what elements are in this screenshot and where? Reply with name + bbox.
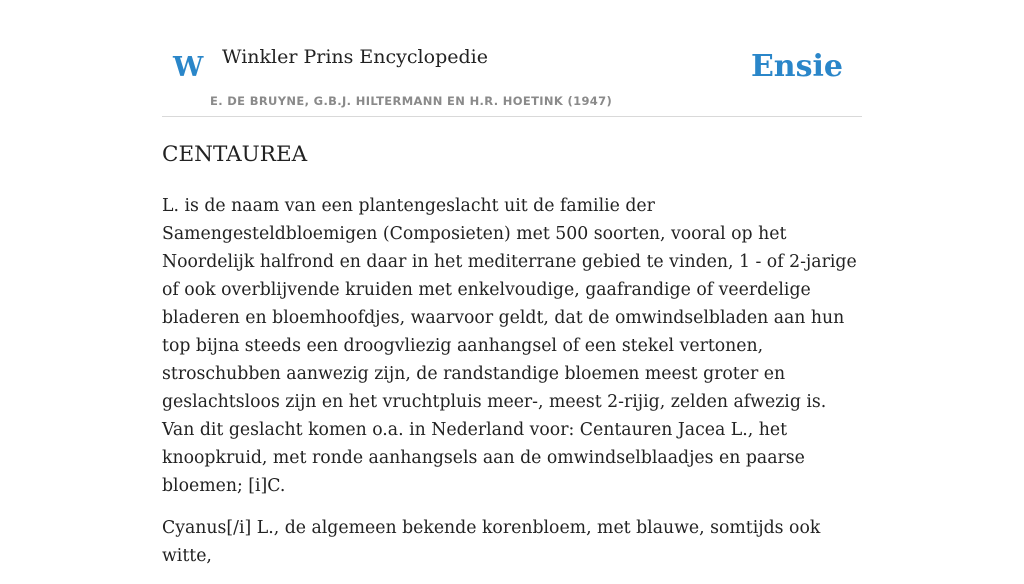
ensie-logo[interactable]: Ensie bbox=[750, 49, 843, 84]
article-body bbox=[162, 192, 862, 584]
article-paragraph: Cyanus[/i] L., de algemeen bekende korenbloem, met blauwe, somtijds ook witte, bbox=[162, 518, 821, 566]
header bbox=[162, 0, 862, 117]
article-headword: CENTAUREA bbox=[162, 142, 308, 167]
authors-line: E. DE BRUYNE, G.B.J. HILTERMANN EN H.R. HOETINK (1947) bbox=[210, 94, 613, 108]
publication-title[interactable]: Winkler Prins Encyclopedie bbox=[222, 46, 488, 68]
article-paragraph: L. is de naam van een plantengeslacht uit de familie der Samengesteldbloemigen (Composieten) met 500 soorten, vooral op het Noordelijk halfrond en daar in het mediterrane gebied te vinden, 1 - of 2-jarige of ook overblijvende kruiden met enkelvoudige, gaafrandige of veerdelige bladeren en bloemhoofdjes, waarvoor geldt, dat de omwindselbladen aan hun top bijna steeds een droogvliezig aanhangsel of een stekel vertonen, stroschubben aanwezig zijn, de randstandige bloemen meest groter en geslachtsloos zijn en het vruchtpluis meer-, meest 2-rijig, zelden afwezig is. Van dit geslacht komen o.a. in Nederland voor: Centauren Jacea L., het knoopkruid, met ronde aanhangsels aan de omwindselblaadjes en paarse bloemen; [i]C. bbox=[162, 196, 857, 496]
w-logo-icon[interactable]: W bbox=[173, 52, 204, 83]
